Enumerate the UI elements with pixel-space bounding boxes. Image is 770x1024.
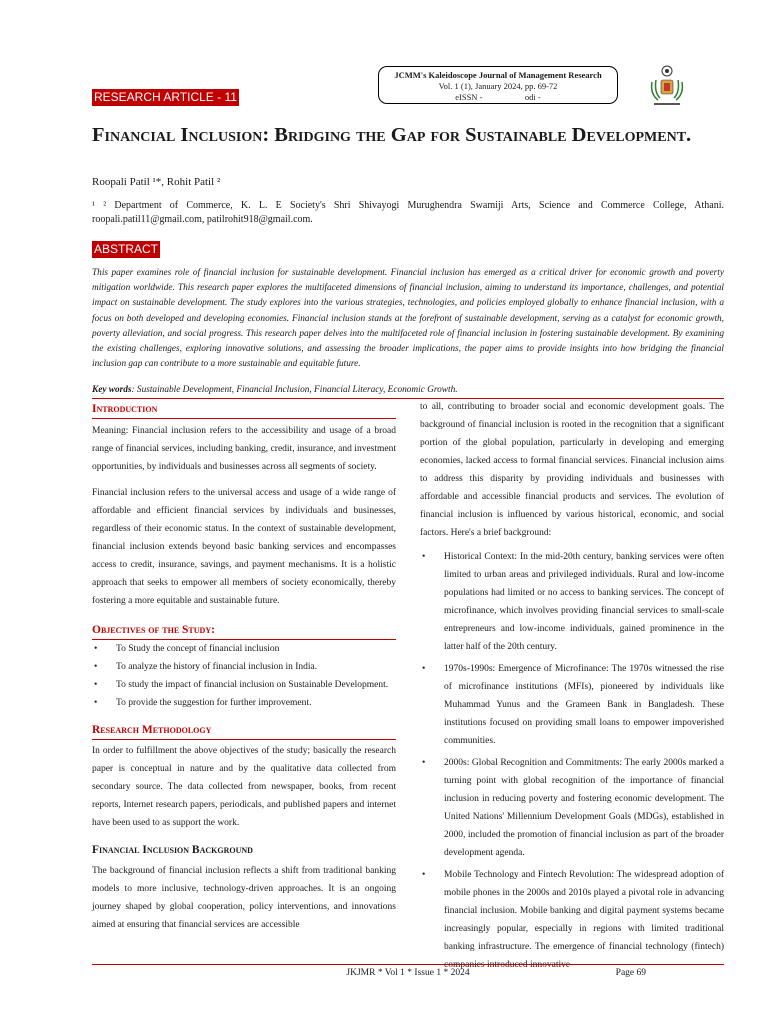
keywords — [92, 385, 724, 395]
page-footer — [92, 964, 724, 978]
left-column — [92, 401, 396, 934]
list-item: • 2000s: Global Recognition and Commitments: The early 2000s marked a turning point with global recognition of the importance of financial inclusion in reducing poverty and fostering economic development. The United Nations' Millennium Development Goals (MDGs), established in 2000, included the promotion of financial inclusion as part of the broader development agenda. — [420, 754, 724, 862]
list-item: • Mobile Technology and Fintech Revolution: The widespread adoption of mobile phones in the 2000s and 2010s played a pivotal role in advancing financial inclusion. Mobile banking and digital payment systems became increasingly popular, especially in regions with limited traditional banking infrastructure. The emergence of financial technology (fintech) companies introduced innovative — [420, 866, 724, 974]
affiliation: ¹ ² Department of Commerce, K. L. E Society's Shri Shivayogi Murughendra Swamiji Arts, Science and Commerce College, Athani. roopali.patil11@gmail.com, patilrohit918@gmail.com. — [92, 200, 724, 225]
authors: Roopali Patil ¹*, Rohit Patil ² — [92, 176, 221, 188]
list-item: • To Study the concept of financial inclusion — [92, 640, 396, 658]
keywords-list: : Sustainable Development, Financial Inclusion, Financial Literacy, Economic Growth. — [131, 385, 458, 395]
keywords-label: Key words — [92, 385, 132, 395]
journal-info-box — [378, 66, 618, 104]
abstract-badge: ABSTRACT — [94, 242, 159, 256]
journal-title: JCMM's Kaleidoscope Journal of Management Research — [394, 70, 602, 80]
methodology-paragraph: In order to fulfillment the above objectives of the study; basically the research paper is conceptual in nature and by the qualitative data collected from secondary source. The data collected from newspaper, books, from recent reports, Internet research papers, periodicals, and published papers and internet have been used to as support the work. — [92, 746, 396, 828]
list-item: • To analyze the history of financial inclusion in India. — [92, 658, 396, 676]
background-paragraph: The background of financial inclusion reflects a shift from traditional banking models to more inclusive, technology-driven approaches. It is an ongoing journey shaped by global cooperation, policy interventions, and innovations aimed at ensuring that financial services are accessible — [92, 866, 396, 930]
background-continued: to all, contributing to broader social and economic development goals. The background of financial inclusion is rooted in the recognition that a significant portion of the global population, particularly in developing and emerging economies, lacked access to formal financial services. Financial inclusion aims to address this disparity by providing individuals and businesses with affordable and accessible financial products and services. The evolution of financial inclusion is influenced by various historical, economic, and social factors. Here's a brief background: — [420, 402, 724, 538]
footer-journal: JKJMR * Vol 1 * Issue 1 * 2024 — [346, 968, 470, 978]
abstract-text: This paper examines role of financial inclusion for sustainable development. Financial inclusion has emerged as a critical driver for economic growth and poverty mitigation worldwide. This research paper explores the multifaceted dimensions of financial inclusion, aiming to understand its importance, challenges, and potential impact on sustainable development. The study explores into the various strategies, technologies, and policies employed globally to enhance financial inclusion, with a focus on both developed and developing economies. Financial inclusion stands at the forefront of sustainable development, serving as a catalyst for economic growth, poverty alleviation, and social progress. This research paper delves into the multifaceted role of financial inclusion in fostering sustainable development. By examining the existing challenges, exploring innovative solutions, and assessing the broader implications, the paper aims to provide insights into how bridging the financial inclusion gap can contribute to a more sustainable and equitable future. — [92, 268, 724, 370]
background-heading: Financial Inclusion Background — [92, 844, 253, 856]
intro-paragraph-2: Financial inclusion refers to the universal access and usage of a wide range of affordable and efficient financial services by individuals and businesses, regardless of their economic status. In the context of sustainable development, financial inclusion extends beyond basic banking services and encompasses access to credit, insurance, savings, and payment mechanisms. It is a holistic approach that seeks to empower all members of society economically, thereby fostering a more equitable and sustainable future. — [92, 488, 396, 606]
right-column — [420, 398, 724, 974]
objectives-heading: Objectives of the Study: — [92, 622, 396, 640]
list-item: • To provide the suggestion for further improvement. — [92, 694, 396, 712]
college-seal-icon — [640, 64, 694, 108]
article-type-badge: RESEARCH ARTICLE - 11 — [94, 90, 237, 104]
journal-volume: Vol. 1 (1), January 2024, pp. 69-72 — [438, 81, 558, 91]
list-item: • Historical Context: In the mid-20th century, banking services were often limited to urban areas and privileged individuals. Rural and low-income populations had limited or no access to banking services. The concept of microfinance, which involves providing financial services to small-scale entrepreneurs and low-income individuals, gained prominence in the latter half of the 20th century. — [420, 548, 724, 656]
list-item: • 1970s-1990s: Emergence of Microfinance: The 1970s witnessed the rise of microfinance institutions (MFIs), pioneered by individuals like Muhammad Yunus and the Grameen Bank in Bangladesh. These institutions focused on providing small loans to empower impoverished communities. — [420, 660, 724, 750]
objectives-list — [92, 640, 396, 712]
intro-paragraph-1: Meaning: Financial inclusion refers to the accessibility and usage of a broad range of financial services, including banking, credit, insurance, and investment opportunities, by individuals and businesses across all segments of society. — [92, 426, 396, 472]
background-points — [420, 548, 724, 974]
paper-title: Financial Inclusion: Bridging the Gap for Sustainable Development. — [92, 124, 692, 146]
introduction-heading: Introduction — [92, 401, 396, 419]
list-item: • To study the impact of financial inclusion on Sustainable Development. — [92, 676, 396, 694]
methodology-heading: Research Methodology — [92, 722, 396, 740]
page-number: Page 69 — [615, 968, 646, 978]
journal-issn: eISSN - odi - — [455, 92, 541, 102]
